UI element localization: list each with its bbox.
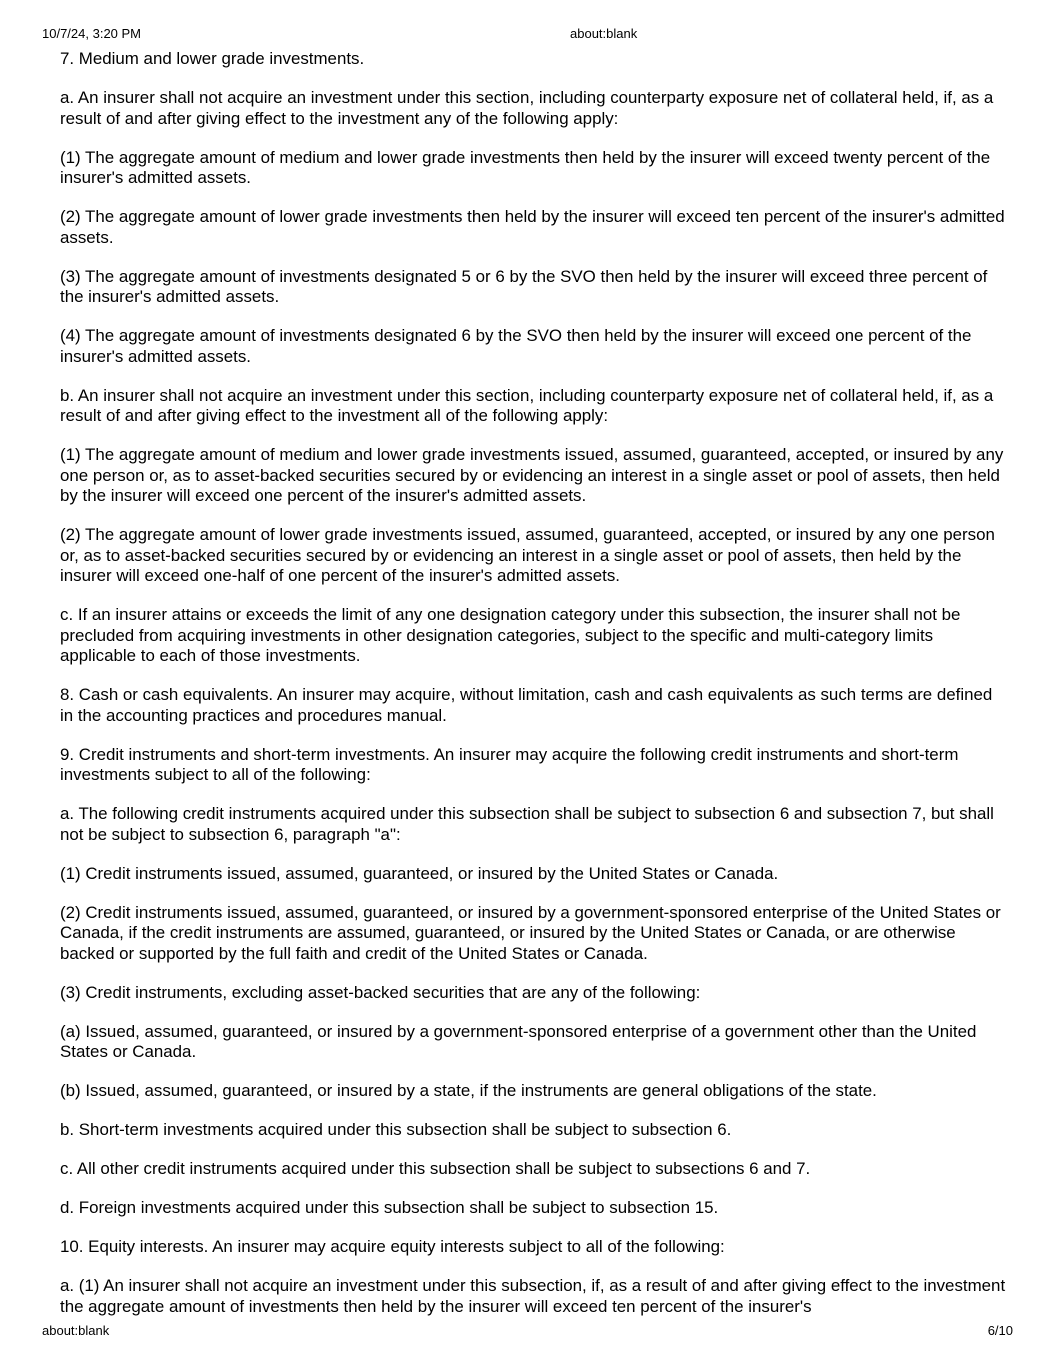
paragraph-10a-1: a. (1) An insurer shall not acquire an investment under this subsection, if, as a result of and after giving effect to the investment the aggregate amount of investments then held by the insurer will exceed ten percent of the insurer's bbox=[60, 1276, 1006, 1316]
paragraph-9a-3-b: (b) Issued, assumed, guaranteed, or insured by a state, if the instruments are general obligations of the state. bbox=[60, 1081, 877, 1100]
print-header-url: about:blank bbox=[570, 26, 638, 41]
paragraph-7-heading: 7. Medium and lower grade investments. bbox=[60, 49, 365, 68]
paragraph-7b-2: (2) The aggregate amount of lower grade investments issued, assumed, guaranteed, accepted, or insured by any one person or, as to asset-backed securities secured by or evidencing an interest in a single asset or pool of assets, then held by the insurer will exceed one-half of one percent of the insurer's admitted assets. bbox=[60, 525, 995, 585]
paragraph-7b-1: (1) The aggregate amount of medium and lower grade investments issued, assumed, guaranteed, accepted, or insured by any one person or, as to asset-backed securities secured by or evidencing an interest in a single asset or pool of assets, then held by the insurer will exceed one percent of the insurer's admitted assets. bbox=[60, 445, 1004, 505]
paragraph-10: 10. Equity interests. An insurer may acquire equity interests subject to all of the following: bbox=[60, 1237, 725, 1256]
paragraph-7a: a. An insurer shall not acquire an investment under this section, including counterparty exposure net of collateral held, if, as a result of and after giving effect to the investment any of the following apply: bbox=[60, 88, 994, 128]
paragraph-9b: b. Short-term investments acquired under this subsection shall be subject to subsection 6. bbox=[60, 1120, 732, 1139]
print-footer bbox=[42, 1323, 1013, 1339]
print-date: 10/7/24, 3:20 PM bbox=[42, 26, 142, 41]
paragraph-9: 9. Credit instruments and short-term investments. An insurer may acquire the following credit instruments and short-term investments subject to all of the following: bbox=[60, 744, 959, 784]
print-footer-url: about:blank bbox=[42, 1323, 110, 1338]
paragraph-7a-3: (3) The aggregate amount of investments designated 5 or 6 by the SVO then held by the insurer will exceed three percent of the insurer's admitted assets. bbox=[60, 266, 988, 306]
print-header bbox=[42, 26, 1013, 42]
page-number: 6/10 bbox=[987, 1323, 1013, 1338]
paragraph-9a-3: (3) Credit instruments, excluding asset-backed securities that are any of the following: bbox=[60, 982, 701, 1002]
paragraph-8: 8. Cash or cash equivalents. An insurer may acquire, without limitation, cash and cash equivalents as such terms are defined in the accounting practices and procedures manual. bbox=[60, 685, 993, 725]
paragraph-7a-4: (4) The aggregate amount of investments designated 6 by the SVO then held by the insurer will exceed one percent of the insurer's admitted assets. bbox=[60, 326, 972, 366]
paragraph-9c: c. All other credit instruments acquired under this subsection shall be subject to subsections 6 and 7. bbox=[60, 1159, 811, 1178]
paragraph-9a-1: (1) Credit instruments issued, assumed, guaranteed, or insured by the United States or Canada. bbox=[60, 863, 779, 883]
paragraph-9a: a. The following credit instruments acquired under this subsection shall be subject to subsection 6 and subsection 7, but shall not be subject to subsection 6, paragraph "a": bbox=[60, 804, 994, 844]
paragraph-7a-2: (2) The aggregate amount of lower grade investments then held by the insurer will exceed ten percent of the insurer's admitted assets. bbox=[60, 207, 1005, 247]
paragraph-9d: d. Foreign investments acquired under this subsection shall be subject to subsection 15. bbox=[60, 1198, 719, 1217]
paragraph-7b: b. An insurer shall not acquire an investment under this section, including counterparty exposure net of collateral held, if, as a result of and after giving effect to the investment all of the following apply: bbox=[60, 385, 994, 425]
paragraph-7a-1: (1) The aggregate amount of medium and lower grade investments then held by the insurer will exceed twenty percent of the insurer's admitted assets. bbox=[60, 147, 991, 187]
paragraph-9a-2: (2) Credit instruments issued, assumed, guaranteed, or insured by a government-sponsored enterprise of the United States or Canada, if the credit instruments are assumed, guaranteed, or insured by the United States or Canada, or are otherwise backed or supported by the full faith and credit of the United States or Canada. bbox=[60, 902, 1001, 963]
document-body bbox=[60, 49, 1008, 1317]
paragraph-9a-3-a: (a) Issued, assumed, guaranteed, or insured by a government-sponsored enterprise of a government other than the United States or Canada. bbox=[60, 1021, 977, 1061]
paragraph-7c: c. If an insurer attains or exceeds the limit of any one designation category under this subsection, the insurer shall not be precluded from acquiring investments in other designation categories, subject to the specific and multi-category limits applicable to each of those investments. bbox=[60, 605, 961, 665]
